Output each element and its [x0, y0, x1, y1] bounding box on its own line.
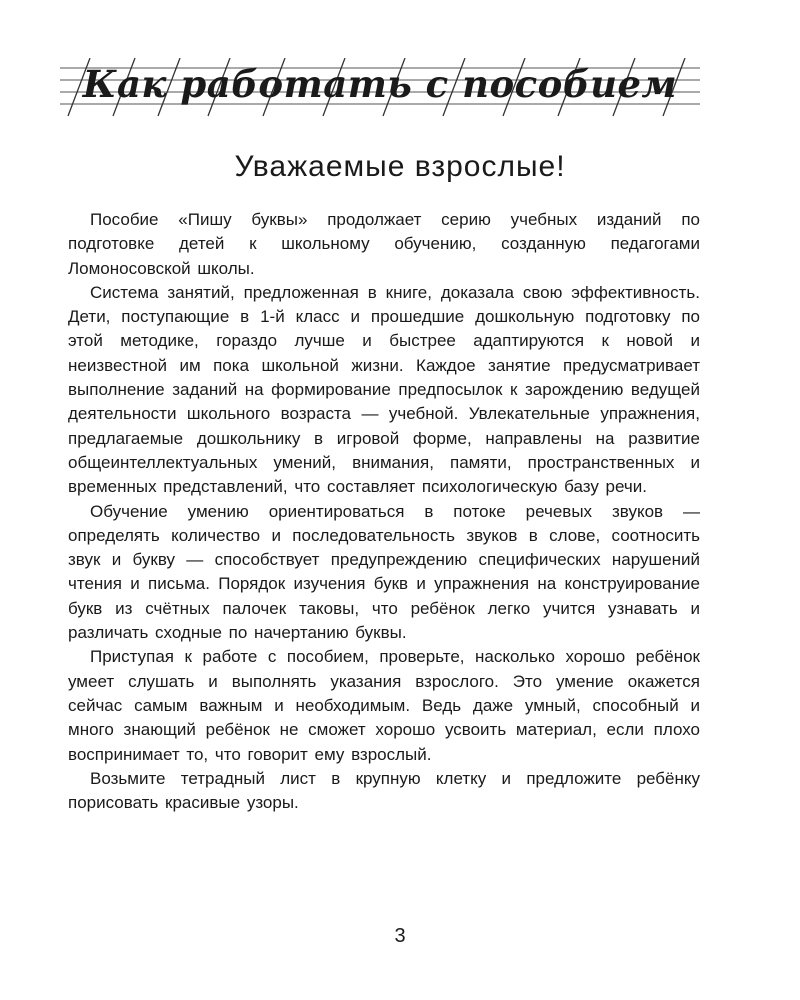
page-heading: Уважаемые взрослые! [234, 150, 566, 183]
body-text [68, 208, 700, 815]
paragraph-5: Возьмите тетрадный лист в крупную клетку и предложите ребёнку порисовать красивые узоры. [68, 768, 700, 813]
paragraph-4: Приступая к работе с пособием, проверьте, насколько хорошо ребёнок умеет слушать и выполнять указания взрослого. Это умение окажется сейчас самым важным и необходимым. Ведь даже умный, способный и много знающий ребёнок не сможет хорошо усвоить материал, если плохо воспринимает то, что говорит ему взрослый. [68, 647, 700, 764]
paragraph-3: Обучение умению ориентироваться в потоке речевых звуков — определять количество и последовательность звуков в слове, соотносить звук и букву — способствует предупреждению специфических нарушений чтения и письма. Порядок изучения букв и упражнения на конструирование букв из счётных палочек таковы, что ребёнок легко учится узнавать и различать сходные по начертанию буквы. [68, 501, 700, 643]
page-number: 3 [394, 925, 406, 947]
paragraph-1: Пособие «Пишу буквы» продолжает серию учебных изданий по подготовке детей к школьному обучению, созданную педагогами Ломоносовской школы. [68, 210, 700, 278]
section-title: Как работать с пособием [82, 62, 678, 106]
header-band [60, 58, 700, 122]
paragraph-2: Система занятий, предложенная в книге, доказала свою эффективность. Дети, поступающие в 1-й класс и прошедшие дошкольную подготовку по этой методике, гораздо лучше и быстрее адаптируются к новой и неизвестной им пока школьной жизни. Каждое занятие предусматривает выполнение заданий на формирование предпосылок к зарождению ведущей деятельности школьного возраста — учебной. Увлекательные упражнения, предлагаемые дошкольнику в игровой форме, направлены на развитие общеинтеллектуальных умений, внимания, памяти, пространственных и временных представлений, что составляет психологическую базу речи. [68, 282, 700, 497]
